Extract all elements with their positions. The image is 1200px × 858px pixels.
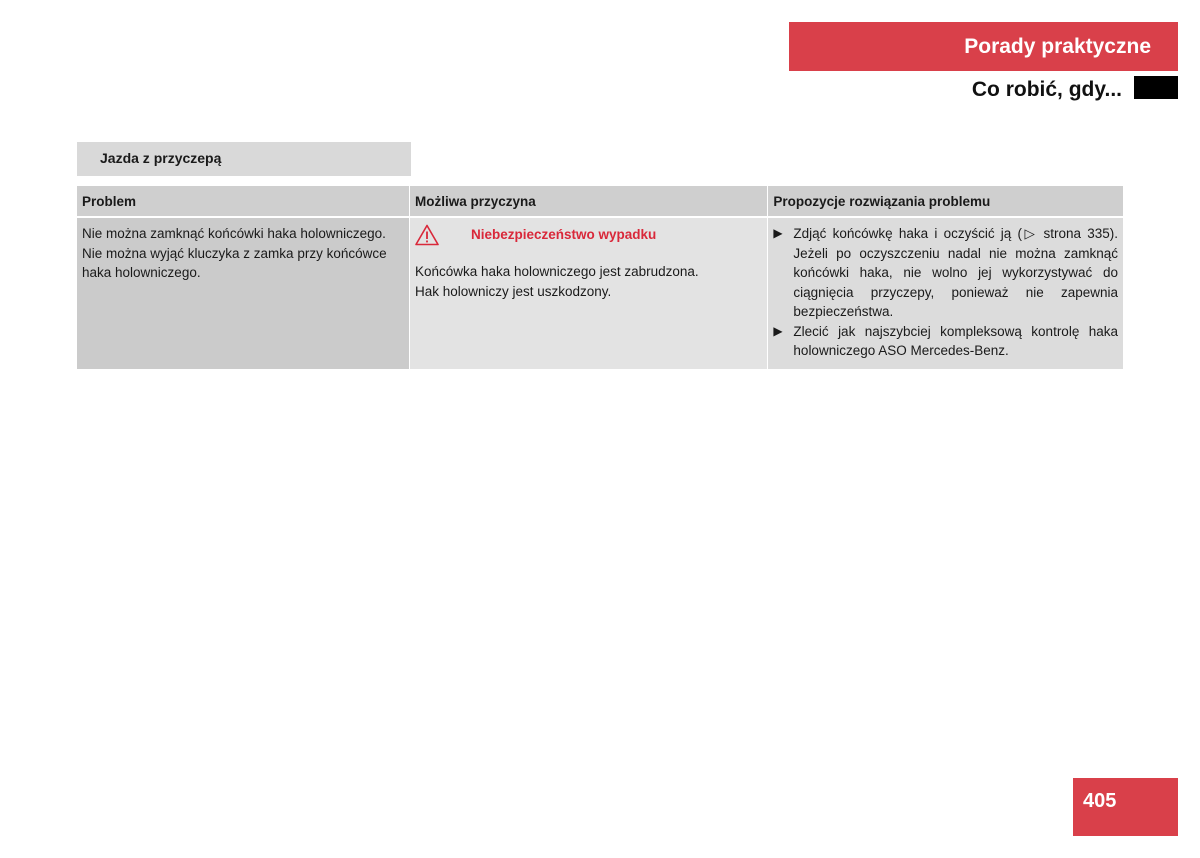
warning-row [415,224,762,246]
cause-cell [409,218,767,369]
header-cause: Możliwa przyczyna [409,186,767,218]
solution-item [773,322,1118,361]
warning-label: Niebezpieczeństwo wypadku [470,227,657,243]
bullet-arrow-icon: ▶ [773,323,783,338]
solution-text: Zlecić jak najszybciej kompleksową kontrolę haka holowniczego ASO Mercedes-Benz. [793,323,1118,358]
table-header-row [77,186,1123,218]
header-solution: Propozycje rozwiązania problemu [767,186,1123,218]
problem-cell [77,218,409,369]
table-row [77,218,1123,369]
bullet-arrow-icon: ▶ [773,226,783,240]
troubleshooting-table [77,186,1123,369]
section-title: Porady praktyczne [789,22,1178,71]
header-problem: Problem [77,186,409,218]
sub-heading: Jazda z przyczepą [77,142,411,176]
problem-line: haka holowniczego. [82,265,201,280]
cause-line: Końcówka haka holowniczego jest zabrudzona. [414,264,699,279]
problem-line: Nie można zamknąć końcówki haka holowniczego. [82,226,386,241]
solution-cell [767,218,1123,369]
page-number: 405 [1073,778,1178,836]
problem-line: Nie można wyjąć kluczyka z zamka przy końcówce [82,245,387,261]
warning-triangle-icon [415,224,439,246]
solution-text: Zdjąć końcówkę haka i oczyścić ją (▷ strona 335). Jeżeli po oczyszczeniu nadal nie można zamknąć końcówki haka, nie wolno jej wykorzystywać do ciągnięcia przyczepy, ponieważ nie zapewnia bezpieczeństwa. [793,226,1118,319]
chapter-title: Co robić, gdy... [971,78,1122,101]
cause-line: Hak holowniczy jest uszkodzony. [414,283,612,299]
solution-item [773,224,1118,322]
chapter-marker [1134,76,1178,99]
